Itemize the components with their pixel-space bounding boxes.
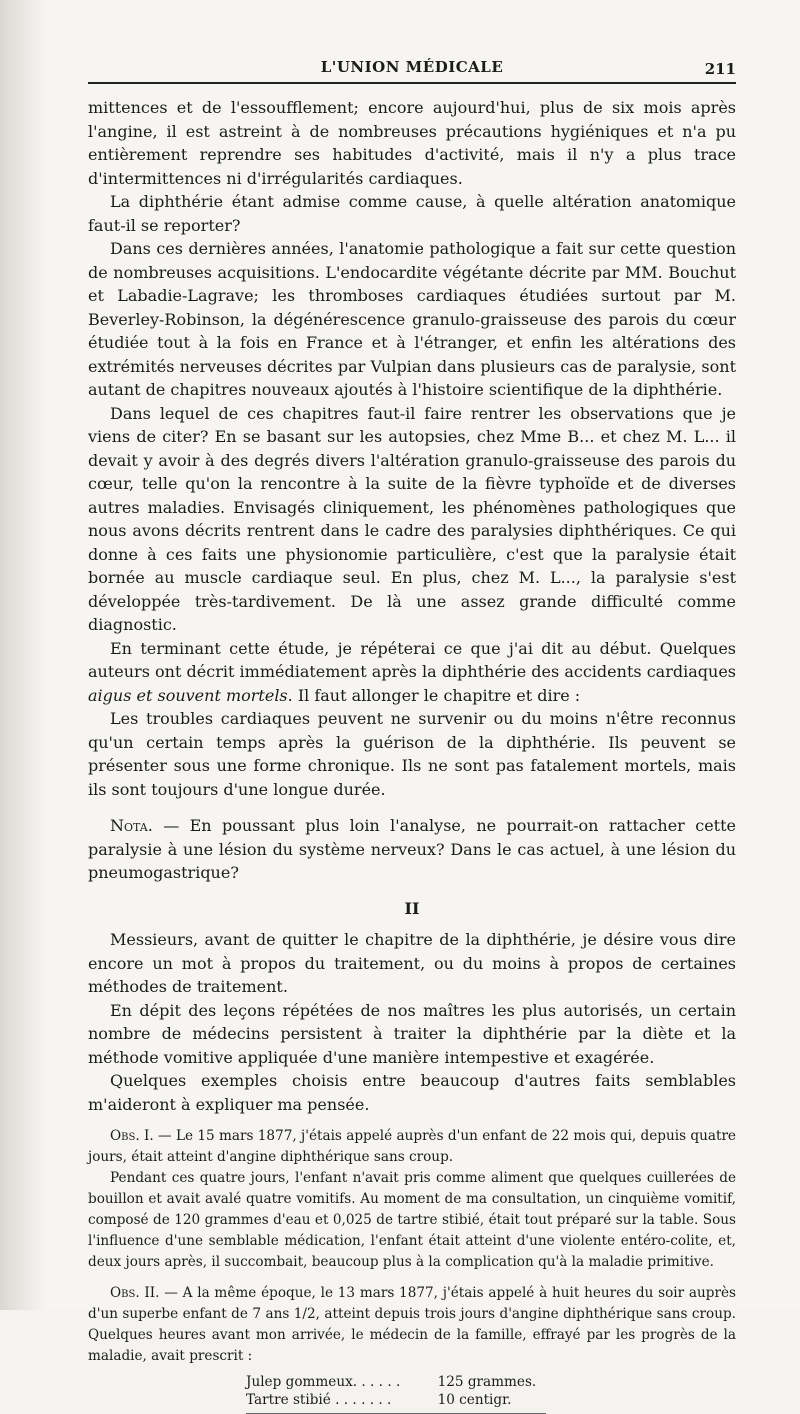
prescription-item: Julep gommeux. . . . . . (246, 1374, 401, 1390)
closing-text-end: Il faut allonger le chapitre et dire : (292, 685, 581, 705)
paragraph: Dans ces dernières années, l'anatomie pathologique a fait sur cette question de nombreuses acquisitions. L'endocardite végétante décrite par MM. Bouchut et Labadie-Lagrave; les thromboses cardiaques étudiées surtout par M. Beverley-Robinson, la dégénérescence granulo-graisseuse des parois du cœur étudiée tout à la fois en France et à l'étranger, et enfin les altérations des extrémités nerveuses décrites par Vulpian dans plusieurs cas de paralysie, sont autant de chapitres nouveaux ajoutés à l'histoire scientifique de la diphthérie. (88, 239, 736, 399)
paragraph: Dans lequel de ces chapitres faut-il faire rentrer les observations que je viens de citer? En se basant sur les autopsies, chez Mme B... et chez M. L... il devait y avoir à des degrés divers l'altération granulo-graisseuse des parois du cœur, telle qu'on la rencontre à la suite de la fièvre typhoïde et de diverses autres maladies. Envisagés cliniquement, les phénomènes pathologiques que nous avons décrits rentrent dans le cadre des paralysies diphthériques. Ce qui donne à ces faits une physionomie particulière, c'est que la paralysie était bornée au muscle cardiaque seul. En plus, chez M. L..., la paralysie s'est développée très-tardivement. De là une assez grande difficulté comme diagnostic. (88, 403, 736, 634)
paragraph: Quelques exemples choisis entre beaucoup d'autres faits semblables m'aideront à expliquer ma pensée. (88, 1071, 736, 1114)
paragraph: mittences et de l'essoufflement; encore aujourd'hui, plus de six mois après l'angine, il est astreint à de nombreuses précautions hygiéniques et n'a pu entièrement reprendre ses habitudes d'activité, mais il n'y a plus trace d'intermittences ni d'irrégularités cardiaques. (88, 98, 736, 188)
nota-label: Nota. (110, 816, 153, 835)
observation-label: Obs. I. (110, 1128, 154, 1144)
observation-text: — Le 15 mars 1877, j'étais appelé auprès d'un enfant de 22 mois qui, depuis quatre jours, était atteint d'angine diphthérique sans croup. (88, 1128, 736, 1165)
section-number: II (404, 898, 420, 918)
paragraph: En dépit des leçons répétées de nos maîtres les plus autorisés, un certain nombre de médecins persistent à traiter la diphthérie par la diète et la méthode vomitive appliquée d'une manière intempestive et exagérée. (88, 1000, 736, 1067)
prescription-row (246, 1391, 546, 1409)
closing-paragraph (88, 637, 736, 708)
observation-label: Obs. II. (110, 1285, 160, 1301)
closing-text: En terminant cette étude, je répéterai ce que j'ai dit au début. Quelques auteurs ont décrit immédiatement après la diphthérie des accidents cardiaques (88, 638, 736, 681)
paragraph: La diphthérie étant admise comme cause, à quelle altération anatomique faut-il se reporter? (88, 192, 736, 235)
nota-text: — En poussant plus loin l'analyse, ne pourrait-on rattacher cette paralysie à une lésion du système nerveux? Dans le cas actuel, à une lésion du pneumogastrique? (88, 816, 736, 882)
observation-1 (88, 1126, 736, 1168)
prescription-dose: 125 grammes. (437, 1374, 537, 1390)
binding-shadow (0, 0, 48, 1310)
prescription-dose: 10 centigr. (437, 1392, 512, 1408)
prescription-row (246, 1373, 546, 1391)
prescription (246, 1373, 736, 1409)
page-number: 211 (704, 60, 736, 78)
observations (88, 1126, 736, 1367)
page-header (88, 56, 736, 80)
prescription-item: Tartre stibié . . . . . . . (246, 1392, 392, 1408)
paragraph: Les troubles cardiaques peuvent ne survenir ou du moins n'être reconnus qu'un certain temps après la guérison de la diphthérie. Ils peuvent se présenter sous une forme chronique. Ils ne sont pas fatalement mortels, mais ils sont toujours d'une longue durée. (88, 709, 736, 799)
observation-2 (88, 1283, 736, 1367)
paragraph: Messieurs, avant de quitter le chapitre de la diphthérie, je désire vous dire encore un mot à propos du traitement, ou du moins à propos de certaines méthodes de traitement. (88, 930, 736, 996)
nota-paragraph (88, 814, 736, 885)
article-body (88, 96, 736, 1414)
running-title: L'UNION MÉDICALE (320, 58, 504, 76)
closing-emphasis: aigus et souvent mortels. (88, 685, 293, 705)
header-rule (88, 82, 736, 84)
observation-1-followup: Pendant ces quatre jours, l'enfant n'avait pris comme aliment que quelques cuillerées de bouillon et avait avalé quatre vomitifs. Au moment de ma consultation, un cinquième vomitif, composé de 120 grammes d'eau et 0,025 de tartre stibié, était tout préparé sur la table. Sous l'influence d'une semblable médication, l'enfant était atteint d'une violente entéro-colite, et, deux jours après, il succombait, beaucoup plus à la complication qu'à la maladie primitive. (88, 1170, 736, 1270)
observation-text: — A la même époque, le 13 mars 1877, j'étais appelé à huit heures du soir auprès d'un superbe enfant de 7 ans 1/2, atteint depuis trois jours d'angine diphthérique sans croup. Quelques heures avant mon arrivée, le médecin de la famille, effrayé par les progrès de la maladie, avait prescrit : (88, 1285, 736, 1364)
